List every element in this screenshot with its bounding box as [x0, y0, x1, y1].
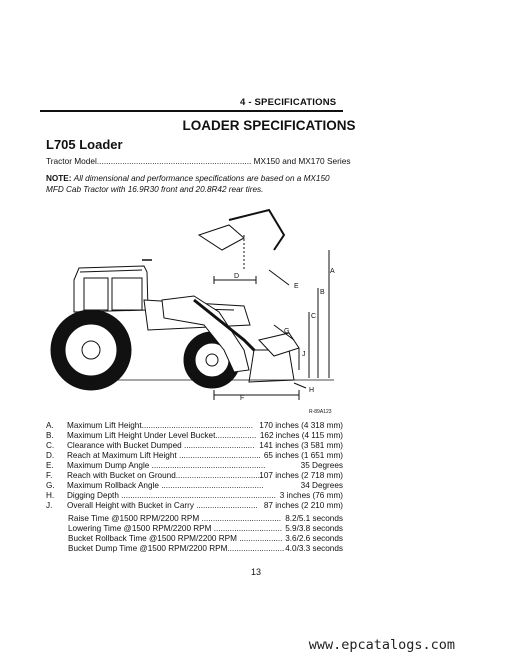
spec-row: [46, 461, 343, 471]
spec-row: [46, 431, 343, 441]
fig-label-a: A: [330, 268, 335, 275]
time-row: [68, 544, 343, 554]
spec-value: 107 inches (2 718 mm): [259, 471, 343, 480]
tractor-model-line: Tractor Model................................................................... MX150 and MX170 Series: [46, 156, 351, 166]
spec-letter: J.: [46, 501, 53, 510]
spec-row: [46, 421, 343, 431]
time-value: 4.0/3.3 seconds: [285, 544, 343, 553]
spec-letter: C.: [46, 441, 55, 450]
figure-reference: R-89A123: [309, 409, 332, 415]
spec-row: [46, 491, 343, 501]
page-number: 13: [250, 567, 261, 577]
time-row: [68, 524, 343, 534]
time-row: [68, 534, 343, 544]
time-value: 5.9/3.8 seconds: [285, 524, 343, 533]
spec-label: Maximum Rollback Angle .............................................: [67, 481, 264, 490]
spec-letter: E.: [46, 461, 54, 470]
note-paragraph: [46, 173, 346, 195]
time-label: Raise Time @1500 RPM/2200 RPM ...................................: [68, 514, 282, 523]
time-value: 3.6/2.6 seconds: [285, 534, 343, 543]
spec-value: 170 inches (4 318 mm): [259, 421, 343, 430]
spec-label: Maximum Lift Height Under Level Bucket..................: [67, 431, 257, 440]
watermark-link[interactable]: www.epcatalogs.com: [308, 637, 455, 653]
time-label: Bucket Dump Time @1500 RPM/2200 RPM.........................: [68, 544, 285, 553]
fig-label-e: E: [294, 283, 299, 290]
note-label: NOTE:: [46, 174, 72, 183]
fig-label-b: B: [320, 289, 325, 296]
spec-row: [46, 451, 343, 461]
spec-letter: F.: [46, 471, 53, 480]
loader-subtitle: L705 Loader: [46, 137, 123, 152]
note-text: All dimensional and performance specifications are based on a MX150 MFD Cab Tractor with 16.9R30 front and 20.8R42 rear tires.: [46, 174, 330, 194]
header-rule: [40, 110, 343, 112]
time-value: 8.2/5.1 seconds: [285, 514, 343, 523]
spec-label: Reach at Maximum Lift Height ....................................: [67, 451, 261, 460]
spec-value: 34 Degrees: [300, 481, 343, 490]
fig-label-j: J: [302, 351, 306, 358]
spec-label: Digging Depth ....................................................................: [67, 491, 276, 500]
spec-label: Reach with Bucket on Ground......................................: [67, 471, 263, 480]
fig-label-f: F: [240, 395, 245, 402]
spec-letter: B.: [46, 431, 54, 440]
loader-dimension-diagram: [44, 200, 344, 410]
page-title: LOADER SPECIFICATIONS: [182, 118, 356, 133]
spec-row: [46, 481, 343, 491]
spec-value: 65 inches (1 651 mm): [263, 451, 343, 460]
spec-letter: H.: [46, 491, 55, 500]
time-label: Lowering Time @1500 RPM/2200 RPM ..............................: [68, 524, 282, 533]
spec-value: 3 inches (76 mm): [279, 491, 343, 500]
spec-label: Maximum Lift Height.................................................: [67, 421, 254, 430]
spec-row: [46, 471, 343, 481]
spec-value: 141 inches (3 581 mm): [259, 441, 343, 450]
spec-value: 162 inches (4 115 mm): [259, 431, 343, 440]
time-label: Bucket Rollback Time @1500 RPM/2200 RPM ...................: [68, 534, 283, 543]
spec-label: Clearance with Bucket Dumped ...............................: [67, 441, 255, 450]
spec-value: 87 inches (2 210 mm): [263, 501, 343, 510]
fig-label-h: H: [309, 387, 315, 394]
spec-row: [46, 441, 343, 451]
spec-label: Overall Height with Bucket in Carry ...........................: [67, 501, 258, 510]
spec-letter: D.: [46, 451, 55, 460]
fig-label-g: G: [284, 328, 290, 335]
spec-label: Maximum Dump Angle ..................................................: [67, 461, 266, 470]
fig-label-d: D: [234, 273, 240, 280]
fig-label-c: C: [311, 313, 317, 320]
spec-letter: A.: [46, 421, 54, 430]
section-header: 4 - SPECIFICATIONS: [240, 97, 337, 108]
spec-value: 35 Degrees: [300, 461, 343, 470]
spec-letter: G.: [46, 481, 55, 490]
spec-row: [46, 501, 343, 511]
time-row: [68, 514, 343, 524]
